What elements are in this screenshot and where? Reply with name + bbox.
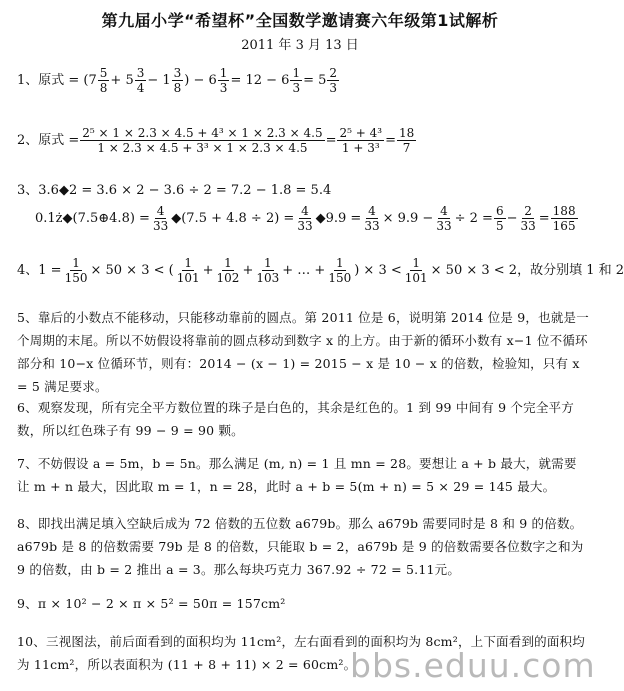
numerator: 6: [495, 204, 504, 218]
p3-line-1: 3、3.6◆2 = 3.6 × 2 − 3.6 ÷ 2 = 7.2 − 1.8 = 5.4: [17, 183, 332, 198]
numerator: 18: [398, 126, 415, 140]
p1-term: ) − 6: [184, 72, 217, 88]
denominator: 101: [176, 271, 200, 285]
p2-equals: =: [385, 132, 396, 148]
p1-term: = 5: [303, 72, 327, 88]
fraction: [326, 256, 353, 285]
fraction: [295, 204, 314, 233]
p2-label: 2、原式 =: [17, 132, 80, 148]
fraction: [518, 204, 537, 233]
numerator: 1: [184, 256, 192, 270]
fraction: [172, 66, 184, 95]
fraction: [397, 126, 416, 155]
p3-text: ◆9.9 =: [315, 210, 362, 226]
denominator: 3: [329, 81, 338, 95]
numerator: 1: [335, 256, 344, 270]
fraction: [63, 256, 90, 285]
denominator: 33: [297, 219, 313, 233]
p1-term: = 12 − 6: [230, 72, 290, 88]
fraction: [218, 66, 230, 95]
fraction: [98, 66, 110, 95]
denominator: 33: [520, 219, 536, 233]
p2-equals: =: [325, 132, 337, 148]
numerator: 2: [524, 204, 532, 218]
p4-text: × 50 × 3 < (: [90, 262, 174, 278]
fraction: [151, 204, 170, 233]
fraction: [175, 256, 202, 285]
p3-text: ◆(7.5 + 4.8 ÷ 2) =: [171, 210, 295, 226]
p1-label: 1、原式 = (7: [17, 72, 97, 88]
p3-line-2: [35, 204, 589, 233]
denominator: 33: [364, 219, 380, 233]
numerator: 4: [301, 204, 309, 218]
p3-text: −: [506, 210, 518, 226]
denominator: 1 × 2.3 × 4.5 + 3³ × 1 × 2.3 × 4.5: [97, 141, 308, 155]
numerator: 188: [552, 204, 576, 218]
numerator: 2: [329, 66, 338, 80]
fraction: [135, 66, 147, 95]
p4-text: +: [202, 262, 214, 278]
solution-2: [17, 126, 589, 155]
numerator: 3: [136, 66, 145, 80]
fraction: [254, 256, 281, 285]
site-watermark: bbs.eduu.com: [350, 646, 596, 685]
denominator: 3: [219, 81, 228, 95]
denominator: 150: [328, 271, 352, 285]
fraction: [215, 256, 242, 285]
numerator: 2⁵ + 4³: [339, 126, 383, 140]
p3-text: ÷ 2 =: [454, 210, 493, 226]
denominator: 165: [552, 219, 576, 233]
denominator: 33: [152, 219, 169, 233]
numerator: 3: [173, 66, 182, 80]
solution-7: 7、不妨假设 a = 5m，b = 5n。那么满足 (m, n) = 1 且 mn = 28。要想让 a + b 最大，就需要让 m + n 最大，因此取 m = 1，n = 28，此时 a + b = 5(m + n) = 5 × 29 = 145 最大。: [17, 456, 577, 494]
numerator: 1: [72, 256, 80, 270]
solution-3: [17, 180, 589, 233]
numerator: 4: [440, 204, 448, 218]
fraction: [290, 66, 302, 95]
numerator: 1: [224, 256, 232, 270]
solution-1: [17, 66, 589, 95]
solution-9: 9、π × 10² − 2 × π × 5² = 50π = 157cm²: [17, 596, 286, 611]
numerator: 2⁵ × 1 × 2.3 × 4.5 + 4³ × 1 × 2.3 × 4.5: [82, 126, 323, 140]
p3-text: × 9.9 −: [382, 210, 434, 226]
p4-text: × 50 × 3 < 2，故分别填 1 和 2: [430, 262, 624, 278]
denominator: 5: [495, 219, 504, 233]
p4-text: + … +: [282, 262, 326, 278]
fraction: [551, 204, 578, 233]
solution-10: 10、三视图法，前后面看到的面积均为 11cm²，左右面看到的面积均为 8cm²，上下面看到的面积均为 11cm²，所以表面积为 (11 + 8 + 11) × 2 = 60cm²。: [17, 634, 585, 672]
p4-text: ) × 3 <: [354, 262, 402, 278]
solution-5: 5、靠后的小数点不能移动，只能移动靠前的圆点。第 2011 位是 6，说明第 2014 位是 9，也就是一个周期的末尾。所以不妨假设将靠前的圆点移动到数字 x 的上方。由于新的循环小数有 x−1 位不循环部分和 10−x 位循环节，则有：2014 − (x − 1) = 2015 − x 是 10 − x 的倍数，检验知，只有 x = 5 满足要求。: [17, 310, 589, 394]
p4-text: +: [242, 262, 254, 278]
numerator: 1: [292, 66, 301, 80]
denominator: 101: [404, 271, 428, 285]
denominator: 102: [216, 271, 240, 285]
denominator: 103: [256, 271, 280, 285]
p3-text: 0.1ż◆(7.5⊕4.8) =: [35, 210, 150, 226]
numerator: 4: [368, 204, 376, 218]
numerator: 1: [412, 256, 421, 270]
denominator: 150: [64, 271, 88, 285]
numerator: 4: [156, 204, 165, 218]
fraction: [80, 126, 324, 155]
p1-term: + 5: [110, 72, 134, 88]
numerator: 5: [99, 66, 108, 80]
fraction: [327, 66, 339, 95]
solution-8: 8、即找出满足填入空缺后成为 72 倍数的五位数 a679b。那么 a679b 需要同时是 8 和 9 的倍数。a679b 是 8 的倍数需要 79b 是 8 的倍数，只能取 b = 2，a679b 是 9 的倍数需要各位数字之和为 9 的倍数，由 b = 2 推出 a = 3。那么每块巧克力 367.92 ÷ 72 = 5.11元。: [17, 516, 584, 577]
fraction: [494, 204, 506, 233]
denominator: 8: [99, 81, 108, 95]
document-date: 2011 年 3 月 13 日: [241, 38, 359, 53]
fraction: [337, 126, 384, 155]
p4-text: 4、1 =: [17, 262, 62, 278]
fraction: [403, 256, 430, 285]
numerator: 1: [263, 256, 272, 270]
p1-term: − 1: [147, 72, 171, 88]
page-title: 第九届小学“希望杯”全国数学邀请赛六年级第1试解析: [101, 11, 499, 30]
fraction: [362, 204, 381, 233]
denominator: 8: [173, 81, 182, 95]
numerator: 1: [219, 66, 228, 80]
solution-4: [17, 256, 624, 285]
p3-text: =: [538, 210, 550, 226]
denominator: 4: [136, 81, 145, 95]
solution-6: 6、观察发现，所有完全平方数位置的珠子是白色的，其余是红色的。1 到 99 中间有 9 个完全平方数，所以红色珠子有 99 − 9 = 90 颗。: [17, 400, 574, 438]
denominator: 3: [292, 81, 301, 95]
fraction: [434, 204, 453, 233]
denominator: 7: [402, 141, 411, 155]
denominator: 33: [436, 219, 452, 233]
denominator: 1 + 3³: [341, 141, 380, 155]
